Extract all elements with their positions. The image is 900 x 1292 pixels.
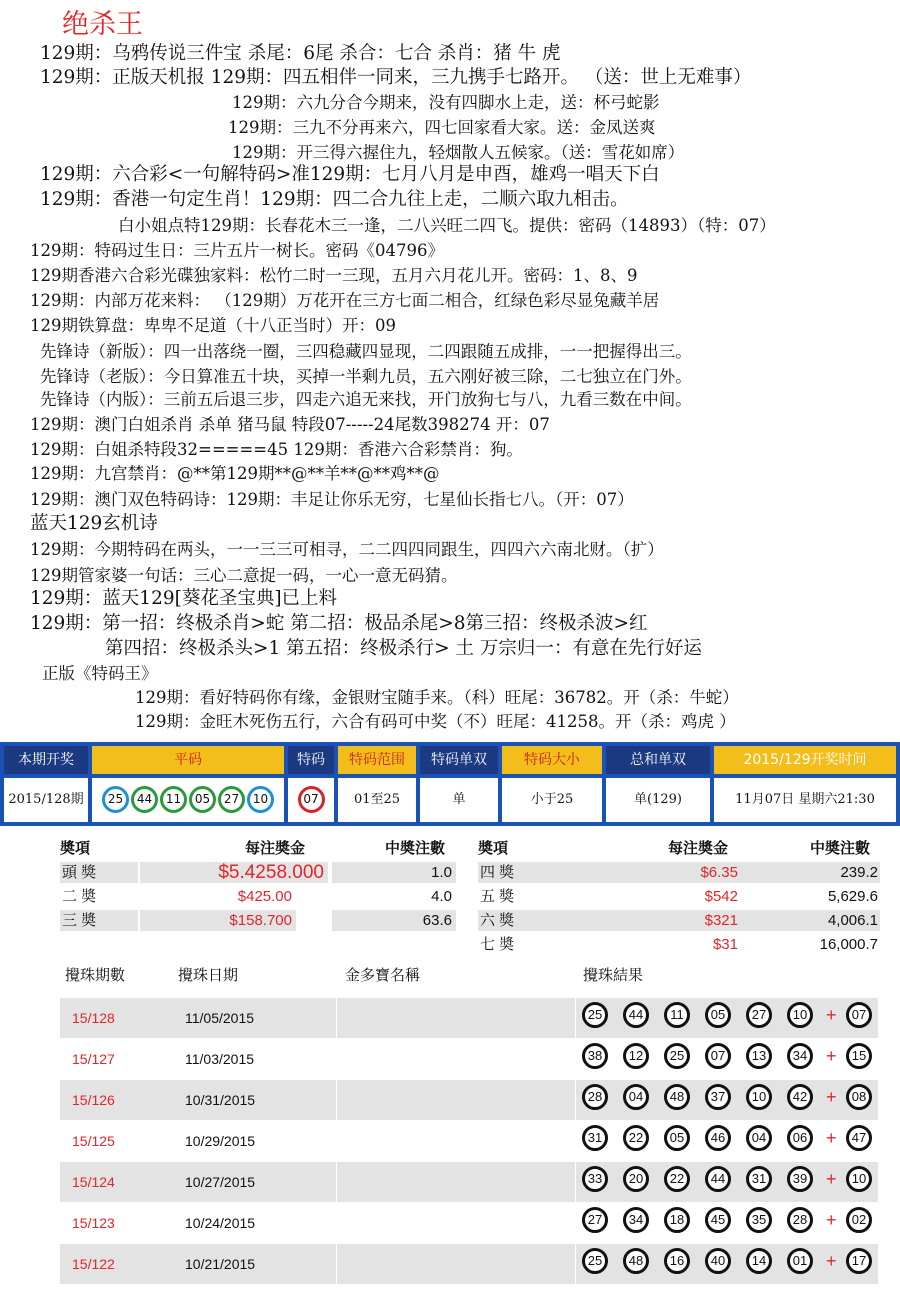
header-current-draw: 本期开奖 — [4, 746, 88, 774]
special-ball: 07 — [298, 786, 325, 813]
special-size: 小于25 — [502, 778, 602, 822]
prize-header-count: 中奬注數 — [385, 840, 446, 857]
text-line: 129期：香港一句定生肖！129期：四二合九往上走，二顺六取九相击。 — [40, 189, 629, 210]
history-name — [336, 1203, 576, 1243]
draw-result-table — [0, 742, 900, 826]
text-line: 129期：开三得六握住九，轻烟散人五候家。（送：雪花如席） — [232, 143, 685, 162]
ball: 45 — [705, 1207, 731, 1233]
text-line: 129期：正版天机报 129期：四五相伴一同来，三九携手七路开。 （送：世上无难事） — [40, 67, 752, 88]
history-period: 15/122 — [72, 1256, 115, 1272]
table-row — [60, 1203, 878, 1243]
ball: 40 — [705, 1248, 731, 1274]
ball: 34 — [623, 1207, 649, 1233]
prize-header-item: 奬項 — [478, 840, 509, 857]
header-special-number: 特码 — [288, 746, 334, 774]
ball: 18 — [664, 1207, 690, 1233]
table-row — [60, 1162, 878, 1202]
plus-sign: + — [826, 1210, 837, 1230]
ball: 25 — [582, 1002, 608, 1028]
ball: 31 — [582, 1125, 608, 1151]
prize-amount — [140, 862, 328, 883]
text-line: 129期：三九不分再来六，四七回家看大家。送：金凤送爽 — [228, 118, 656, 137]
ball: 10 — [787, 1002, 813, 1028]
ball: 01 — [787, 1248, 813, 1274]
ball: 04 — [746, 1125, 772, 1151]
header-next-draw-time: 2015/129开奖时间 — [714, 746, 896, 774]
sum-odd-even: 单(129) — [606, 778, 710, 822]
history-date: 10/21/2015 — [185, 1256, 256, 1272]
text-line: 先锋诗（老版）：今日算准五十块，买掉一半剩九员，五六刚好被三除，二七独立在门外。 — [40, 367, 692, 386]
ball: 42 — [787, 1084, 813, 1110]
text-line: 129期：澳门双色特码诗：129期：丰足让你乐无穷，七星仙长指七八。（开：07） — [30, 490, 634, 509]
history-period: 15/128 — [72, 1010, 115, 1026]
ball: 11 — [664, 1002, 690, 1028]
ball: 10 — [247, 786, 274, 813]
prize-name: 頭 獎 — [60, 862, 138, 883]
prize-amount — [570, 934, 742, 955]
prize-amount-value: $158.700 — [229, 912, 292, 929]
prize-count: 5,629.6 — [827, 888, 878, 905]
ball: 16 — [664, 1248, 690, 1274]
history-name — [336, 1039, 576, 1079]
prize-count: 239.2 — [742, 862, 880, 883]
history-name — [336, 1244, 576, 1284]
plus-sign: + — [826, 1005, 837, 1025]
history-name — [336, 1162, 576, 1202]
history-period: 15/125 — [72, 1133, 115, 1149]
text-line: 129期：澳门白姐杀肖 杀单 猪马鼠 特段07-----24尾数398274 开：07 — [30, 415, 550, 434]
special-ball: 07 — [846, 1002, 872, 1028]
prize-name: 四 獎 — [478, 862, 570, 883]
text-line: 129期：蓝天129[葵花圣宝典]已上料 — [30, 588, 338, 609]
history-header-date: 攪珠日期 — [178, 966, 239, 984]
prize-header-count: 中奬注數 — [810, 840, 871, 857]
ball: 12 — [623, 1043, 649, 1069]
prize-count: 1.0 — [332, 862, 456, 883]
draw-period: 2015/128期 — [4, 778, 88, 822]
prize-amount — [570, 910, 742, 931]
ball: 27 — [746, 1002, 772, 1028]
next-draw-time: 11月07日 星期六21:30 — [714, 778, 896, 822]
ball: 05 — [664, 1125, 690, 1151]
text-line: 蓝天129玄机诗 — [30, 513, 158, 534]
page-title: 绝杀王 — [62, 9, 143, 40]
history-date: 10/27/2015 — [185, 1174, 256, 1190]
text-line: 第四招：终极杀头>1 第五招：终极杀行> 土 万宗归一：有意在先行好运 — [105, 638, 702, 659]
text-line: 129期：六合彩<一句解特码>准129期：七月八月是申酉，雄鸡一唱天下白 — [40, 164, 660, 185]
plus-sign: + — [826, 1128, 837, 1148]
history-header-period: 攪珠期數 — [65, 966, 126, 984]
ball: 37 — [705, 1084, 731, 1110]
prize-amount-value: $542 — [704, 888, 738, 905]
ball: 38 — [582, 1043, 608, 1069]
history-period: 15/127 — [72, 1051, 115, 1067]
special-range: 01至25 — [338, 778, 416, 822]
prize-header-item: 奬項 — [60, 840, 91, 857]
prize-table — [60, 838, 880, 958]
regular-balls — [92, 778, 284, 822]
ball: 10 — [746, 1084, 772, 1110]
ball: 31 — [746, 1166, 772, 1192]
history-period: 15/126 — [72, 1092, 115, 1108]
header-special-odd-even: 特码单双 — [420, 746, 498, 774]
ball: 11 — [160, 786, 187, 813]
prize-amount — [570, 862, 742, 883]
plus-sign: + — [826, 1169, 837, 1189]
text-line: 129期：金旺木死伤五行，六合有码可中奖（不）旺尾：41258。开（杀：鸡虎 ） — [135, 712, 736, 731]
prize-count: 4,006.1 — [742, 910, 880, 931]
prize-amount-value: $31 — [712, 936, 738, 953]
special-ball: 02 — [846, 1207, 872, 1233]
header-special-size: 特码大小 — [502, 746, 602, 774]
ball: 20 — [623, 1166, 649, 1192]
prize-name: 二 奬 — [62, 888, 97, 905]
text-line: 129期：白姐杀特段32=====45 129期：香港六合彩禁肖：狗。 — [30, 440, 523, 459]
prize-amount — [570, 886, 742, 907]
prize-name: 五 獎 — [480, 888, 515, 905]
text-line: 129期：看好特码你有缘，金银财宝随手来。（科）旺尾：36782。开（杀：牛蛇） — [135, 688, 739, 707]
history-period: 15/124 — [72, 1174, 115, 1190]
special-ball-cell — [288, 778, 334, 822]
history-name — [336, 998, 576, 1038]
prize-amount — [140, 886, 296, 907]
text-line: 先锋诗（新版）：四一出落绕一圈，三四稳藏四显现，二四跟随五成排，一一把握得出三。 — [40, 342, 692, 361]
ball: 05 — [705, 1002, 731, 1028]
table-row — [60, 1121, 878, 1161]
ball: 48 — [664, 1084, 690, 1110]
table-row — [60, 1080, 878, 1120]
ball: 44 — [623, 1002, 649, 1028]
header-regular-numbers: 平码 — [92, 746, 284, 774]
special-ball: 15 — [846, 1043, 872, 1069]
text-line: 129期：第一招：终极杀肖>蛇 第二招：极品杀尾>8第三招：终极杀波>红 — [30, 613, 648, 634]
special-ball: 17 — [846, 1248, 872, 1274]
history-header-result: 攪珠結果 — [583, 966, 644, 984]
ball: 44 — [131, 786, 158, 813]
plus-sign: + — [826, 1087, 837, 1107]
history-date: 10/24/2015 — [185, 1215, 256, 1231]
ball: 22 — [623, 1125, 649, 1151]
ball: 25 — [582, 1248, 608, 1274]
text-line: 先锋诗（内版）：三前五后退三步，四走六追无来找，开门放狗七与八，九看三数在中间。 — [40, 390, 692, 409]
plus-sign: + — [826, 1251, 837, 1271]
text-line: 129期管家婆一句话：三心二意捉一码，一心一意无码猜。 — [30, 566, 458, 585]
ball: 33 — [582, 1166, 608, 1192]
prize-amount-value: $6.35 — [700, 864, 738, 881]
prize-count: 16,000.7 — [819, 936, 878, 953]
prize-header-amount: 每注奬金 — [245, 840, 306, 857]
ball: 14 — [746, 1248, 772, 1274]
plus-sign: + — [826, 1046, 837, 1066]
special-odd-even: 单 — [420, 778, 498, 822]
prize-header-amount: 每注奬金 — [668, 840, 729, 857]
prize-name: 七 奬 — [480, 936, 515, 953]
special-ball: 08 — [846, 1084, 872, 1110]
text-line: 129期：特码过生日：三片五片一树长。密码《04796》 — [30, 241, 444, 260]
special-ball: 47 — [846, 1125, 872, 1151]
ball: 07 — [705, 1043, 731, 1069]
ball: 28 — [787, 1207, 813, 1233]
header-special-range: 特码范围 — [338, 746, 416, 774]
ball: 46 — [705, 1125, 731, 1151]
history-name — [336, 1080, 576, 1120]
table-row — [60, 1244, 878, 1284]
text-line: 129期：乌鸦传说三件宝 杀尾：6尾 杀合：七合 杀肖：猪 牛 虎 — [40, 43, 561, 64]
ball: 22 — [664, 1166, 690, 1192]
ball: 25 — [102, 786, 129, 813]
prize-count: 63.6 — [332, 910, 456, 931]
ball: 27 — [582, 1207, 608, 1233]
text-line: 129期铁算盘：卑卑不足道（十八正当时）开：09 — [30, 316, 396, 335]
text-line: 129期：今期特码在两头，一一三三可相寻，二二四四同跟生，四四六六南北财。（扩） — [30, 540, 664, 559]
prize-name: 六 獎 — [478, 910, 570, 931]
prize-count: 4.0 — [431, 888, 452, 905]
text-line: 129期：九宫禁肖：@**第129期**@**羊**@**鸡**@ — [30, 464, 440, 483]
text-line: 正版《特码王》 — [42, 664, 158, 683]
history-date: 11/05/2015 — [185, 1010, 255, 1026]
ball: 05 — [189, 786, 216, 813]
prize-name: 三 奬 — [60, 910, 138, 931]
text-line: 129期香港六合彩光碟独家料：松竹二时一三现，五月六月花儿开。密码：1、8、9 — [30, 266, 638, 285]
ball: 27 — [218, 786, 245, 813]
ball: 39 — [787, 1166, 813, 1192]
prize-amount-value: $5.4258.000 — [218, 862, 324, 883]
ball: 34 — [787, 1043, 813, 1069]
prize-amount-value: $425.00 — [237, 888, 292, 905]
ball: 28 — [582, 1084, 608, 1110]
header-sum-odd-even: 总和单双 — [606, 746, 710, 774]
history-date: 11/03/2015 — [185, 1051, 255, 1067]
text-line: 129期：内部万花来料： （129期）万花开在三方七面二相合，红绿色彩尽显兔藏羊居 — [30, 291, 660, 310]
history-date: 10/31/2015 — [185, 1092, 256, 1108]
text-line: 白小姐点特129期：长春花木三一逢，二八兴旺二四飞。提供：密码（14893）（特：07） — [118, 216, 776, 235]
ball: 35 — [746, 1207, 772, 1233]
ball: 25 — [664, 1043, 690, 1069]
history-period: 15/123 — [72, 1215, 115, 1231]
ball: 48 — [623, 1248, 649, 1274]
prize-amount-value: $321 — [704, 912, 738, 929]
table-row — [60, 998, 878, 1038]
text-line: 129期：六九分合今期来，没有四脚水上走，送：杯弓蛇影 — [232, 93, 660, 112]
table-row — [60, 1039, 878, 1079]
ball: 06 — [787, 1125, 813, 1151]
history-header-name: 金多寶名稱 — [345, 966, 421, 984]
ball: 44 — [705, 1166, 731, 1192]
history-name — [336, 1121, 576, 1161]
ball: 13 — [746, 1043, 772, 1069]
special-ball: 10 — [846, 1166, 872, 1192]
ball: 04 — [623, 1084, 649, 1110]
history-date: 10/29/2015 — [185, 1133, 256, 1149]
prize-amount — [140, 910, 296, 931]
